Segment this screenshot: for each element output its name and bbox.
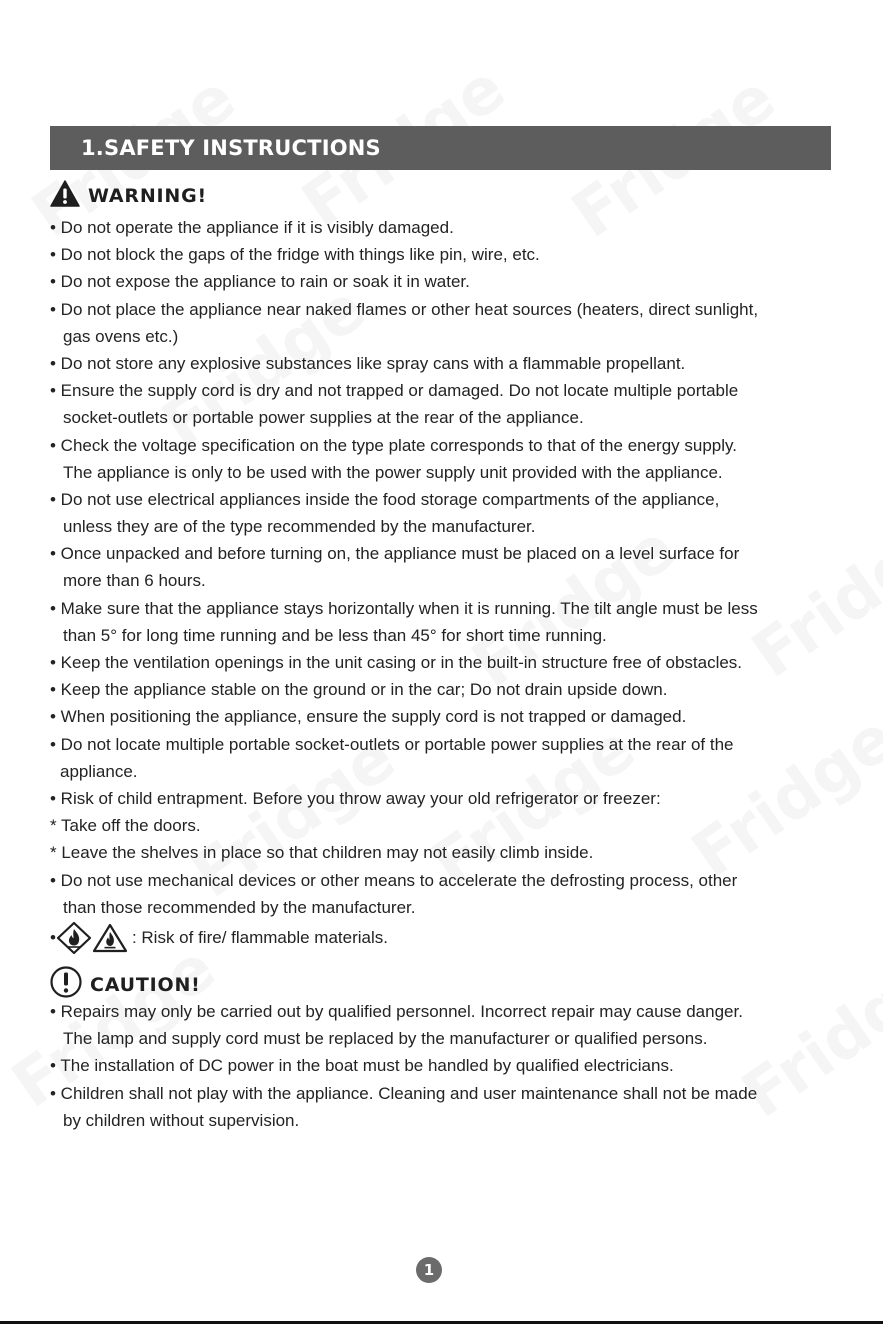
- caution-list: [50, 998, 850, 1134]
- list-item: by children without supervision.: [63, 1110, 300, 1130]
- list-item: than those recommended by the manufacturer.: [63, 897, 416, 917]
- list-item: • Do not operate the appliance if it is visibly damaged.: [50, 218, 454, 237]
- list-item: unless they are of the type recommended by the manufacturer.: [63, 517, 536, 537]
- list-item: • Check the voltage specification on the type plate corresponds to that of the energy supply.: [50, 435, 737, 455]
- list-item: gas ovens etc.): [63, 326, 179, 346]
- list-item: • Do not use electrical appliances inside the food storage compartments of the appliance,: [50, 489, 720, 509]
- warning-title: WARNING!: [88, 185, 207, 207]
- flammable-diamond-icon: [57, 922, 91, 954]
- list-item: • Do not expose the appliance to rain or soak it in water.: [50, 272, 470, 292]
- warning-list: [50, 214, 850, 955]
- list-item: * Leave the shelves in place so that children may not easily climb inside.: [50, 843, 594, 863]
- list-item: • Risk of child entrapment. Before you throw away your old refrigerator or freezer:: [50, 788, 661, 808]
- warning-triangle-icon: [50, 180, 80, 212]
- list-item: • Keep the ventilation openings in the unit casing or in the built-in structure free of obstacles.: [50, 653, 743, 672]
- section-header-bar: [50, 126, 831, 170]
- warning-heading: [50, 180, 207, 212]
- list-item: • The installation of DC power in the boat must be handled by qualified electricians.: [50, 1056, 674, 1076]
- list-item: • When positioning the appliance, ensure the supply cord is not trapped or damaged.: [50, 707, 687, 727]
- caution-title: CAUTION!: [90, 973, 201, 996]
- flammable-triangle-icon: [92, 923, 128, 953]
- list-item: • Make sure that the appliance stays horizontally when it is running. The tilt angle must be less: [50, 598, 758, 618]
- list-item: socket-outlets or portable power supplies at the rear of the appliance.: [63, 408, 584, 428]
- list-item: • Do not store any explosive substances like spray cans with a flammable propellant.: [50, 353, 686, 373]
- list-item: • Children shall not play with the appliance. Cleaning and user maintenance shall not be made: [50, 1083, 758, 1103]
- list-item: • Do not block the gaps of the fridge with things like pin, wire, etc.: [50, 245, 540, 265]
- list-item: • Do not locate multiple portable socket-outlets or portable power supplies at the rear of the: [50, 734, 734, 754]
- page-number-badge: 1: [416, 1257, 442, 1283]
- list-item: The lamp and supply cord must be replaced by the manufacturer or qualified persons.: [63, 1029, 708, 1049]
- list-item: • Do not use mechanical devices or other means to accelerate the defrosting process, other: [50, 870, 738, 890]
- list-item: • Once unpacked and before turning on, the appliance must be placed on a level surface for: [50, 544, 740, 564]
- fire-risk-item: [50, 921, 850, 955]
- fire-risk-label: : Risk of fire/ flammable materials.: [131, 928, 388, 948]
- list-item: The appliance is only to be used with the power supply unit provided with the appliance.: [63, 462, 723, 482]
- list-item: • Repairs may only be carried out by qualified personnel. Incorrect repair may cause danger.: [50, 1002, 743, 1021]
- list-item: more than 6 hours.: [63, 571, 206, 591]
- list-item: • Do not place the appliance near naked flames or other heat sources (heaters, direct sunlight,: [50, 299, 759, 319]
- bullet: •: [50, 928, 56, 948]
- page-title: 1.SAFETY INSTRUCTIONS: [81, 136, 381, 160]
- list-item: • Ensure the supply cord is dry and not trapped or damaged. Do not locate multiple portable: [50, 381, 739, 401]
- list-item: * Take off the doors.: [50, 816, 201, 836]
- list-item: appliance.: [60, 761, 138, 781]
- list-item: • Keep the appliance stable on the ground or in the car; Do not drain upside down.: [50, 680, 668, 700]
- list-item: than 5° for long time running and be less than 45° for short time running.: [63, 625, 607, 645]
